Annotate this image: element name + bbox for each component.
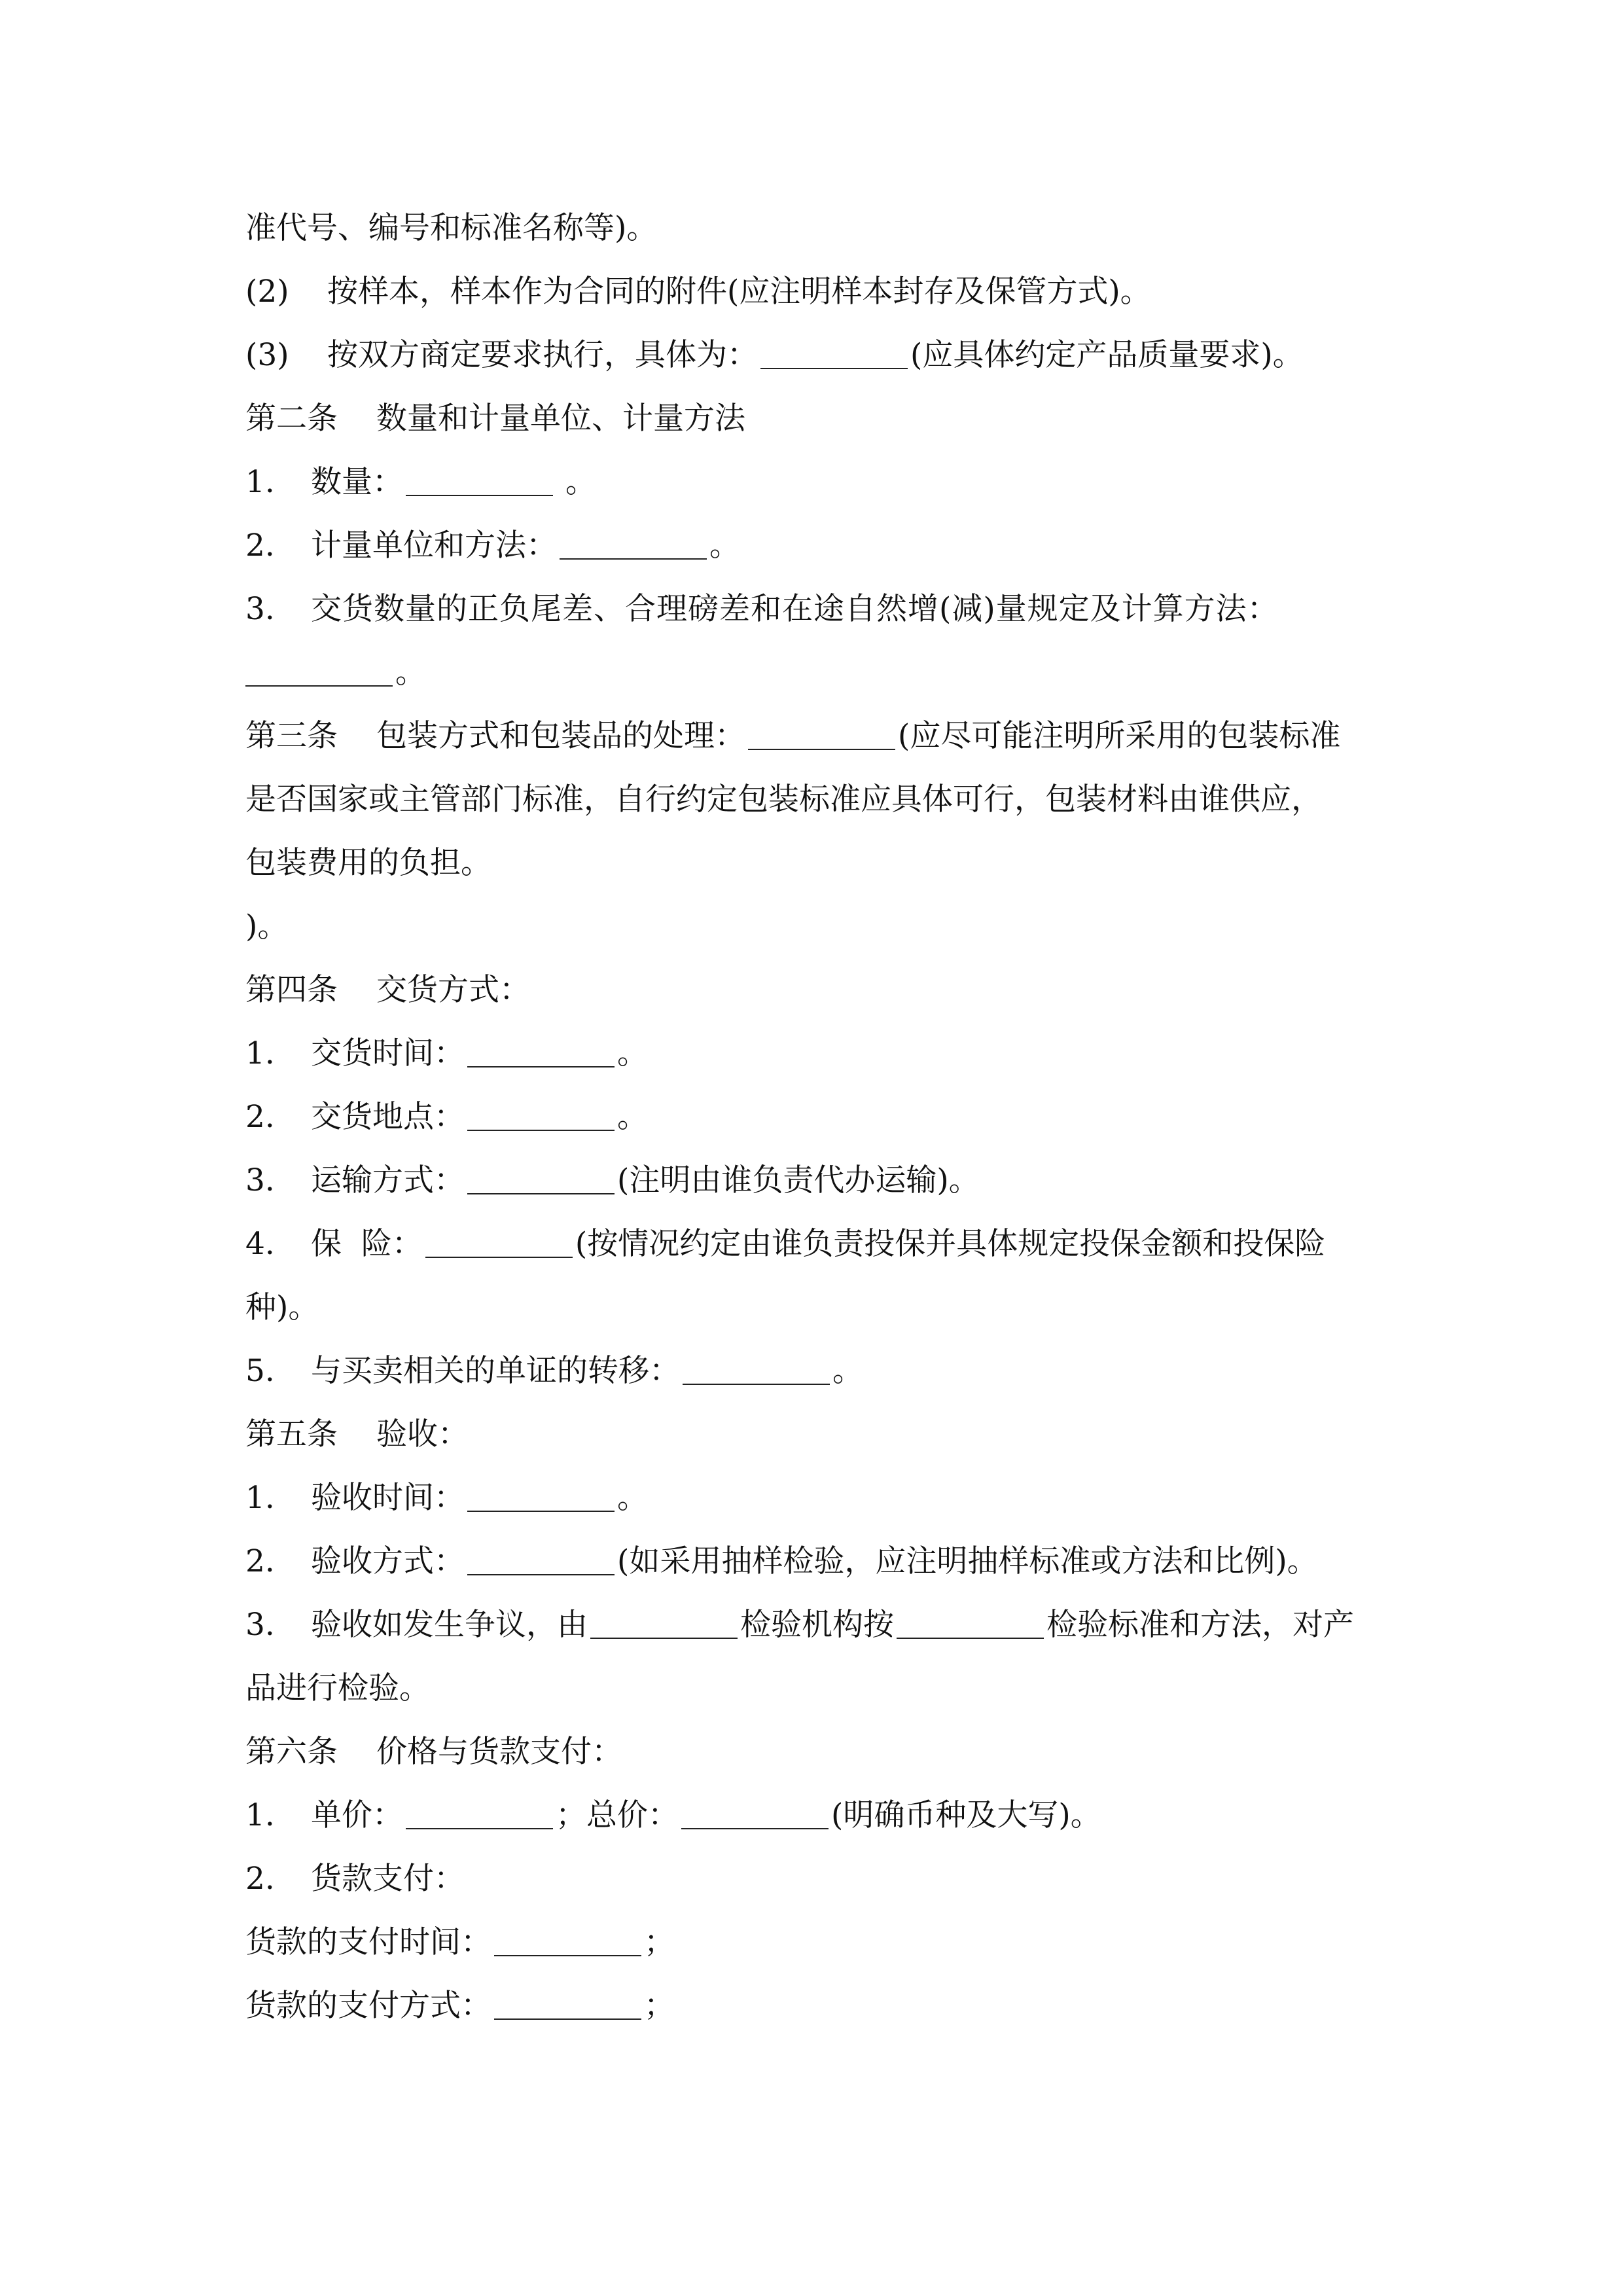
list-item xyxy=(245,1091,1400,1143)
item-text: 交货地点： xyxy=(311,1099,465,1135)
paragraph-line xyxy=(245,901,1400,953)
article-number: 第四条 xyxy=(245,972,338,1008)
item-text: 。 xyxy=(617,1480,648,1516)
item-text: 检验标准和方法，对产 xyxy=(1046,1607,1354,1643)
list-item xyxy=(245,583,1400,636)
list-item xyxy=(245,1853,1400,1905)
item-number: 4. xyxy=(245,1226,275,1262)
text: 准代号、编号和标准名称等)。 xyxy=(245,210,658,246)
fill-in-blank[interactable] xyxy=(590,1610,738,1639)
item-number: 3. xyxy=(245,1607,275,1643)
item-text: (应具体约定产品质量要求)。 xyxy=(910,337,1304,373)
fill-in-blank[interactable] xyxy=(760,340,908,369)
paragraph-line xyxy=(245,837,1400,889)
list-item xyxy=(245,1789,1400,1842)
item-text: (注明由谁负责代办运输)。 xyxy=(617,1162,980,1198)
list-item xyxy=(245,456,1400,509)
item-text: 。 xyxy=(395,655,426,691)
item-text: 。 xyxy=(556,464,596,500)
list-item xyxy=(245,1599,1400,1651)
item-number: 1. xyxy=(245,1797,275,1833)
text: 品进行检验。 xyxy=(245,1670,430,1706)
article-title: 交货方式： xyxy=(376,972,530,1008)
fill-in-blank[interactable] xyxy=(425,1229,573,1258)
list-item xyxy=(245,1535,1400,1588)
item-number: 1. xyxy=(245,464,275,500)
item-text: (如采用抽样检验，应注明抽样标准或方法和比例)。 xyxy=(617,1543,1318,1579)
paragraph-line xyxy=(245,1662,1400,1715)
item-number: 1. xyxy=(245,1480,275,1516)
item-text: 按样本，样本作为合同的附件(应注明样本封存及保管方式)。 xyxy=(327,274,1151,310)
list-item xyxy=(245,1916,1400,1969)
section-heading xyxy=(245,1408,1400,1461)
fill-in-blank[interactable] xyxy=(897,1610,1044,1639)
item-number: 2. xyxy=(245,1543,275,1579)
item-text: 计量单位和方法： xyxy=(311,528,557,564)
item-text: 货款的支付方式： xyxy=(245,1988,491,2024)
section-heading xyxy=(245,710,1400,762)
item-text: 与买卖相关的单证的转移： xyxy=(311,1353,680,1389)
text: 种)。 xyxy=(245,1289,319,1325)
item-text: 验收时间： xyxy=(311,1480,465,1516)
text: 是否国家或主管部门标准，自行约定包装标准应具体可行，包装材料由谁供应， xyxy=(245,781,1322,817)
item-text: 验收如发生争议，由 xyxy=(311,1607,588,1643)
item-text: (按情况约定由谁负责投保并具体规定投保金额和投保险 xyxy=(575,1226,1326,1262)
paragraph-line xyxy=(245,774,1400,826)
item-text: 运输方式： xyxy=(311,1162,465,1198)
item-text: (明确币种及大写)。 xyxy=(831,1797,1101,1833)
fill-in-blank[interactable] xyxy=(467,1102,615,1131)
paragraph-line xyxy=(245,202,1400,255)
paragraph-line xyxy=(245,1282,1400,1334)
section-heading xyxy=(245,1726,1400,1778)
item-number: 1. xyxy=(245,1035,275,1071)
list-item xyxy=(245,266,1400,318)
article-title: 数量和计量单位、计量方法 xyxy=(376,401,745,437)
fill-in-blank[interactable] xyxy=(560,531,707,560)
item-text: 检验机构按 xyxy=(740,1607,894,1643)
fill-in-blank[interactable] xyxy=(748,721,895,750)
item-text: 货款的支付时间： xyxy=(245,1924,491,1960)
list-item xyxy=(245,1980,1400,2032)
item-text: (应尽可能注明所采用的包装标准 xyxy=(898,718,1341,754)
item-text: 交货数量的正负尾差、合理磅差和在途自然增(减)量规定及计算方法： xyxy=(311,591,1279,627)
fill-in-blank[interactable] xyxy=(467,1039,615,1067)
item-text: 单价： xyxy=(311,1797,403,1833)
item-number: 2. xyxy=(245,1861,275,1897)
article-title: 包装方式和包装品的处理： xyxy=(376,718,745,754)
item-number: 5. xyxy=(245,1353,275,1389)
fill-in-blank[interactable] xyxy=(467,1166,615,1194)
fill-in-blank[interactable] xyxy=(681,1801,829,1829)
article-number: 第五条 xyxy=(245,1416,338,1452)
section-heading xyxy=(245,964,1400,1016)
article-number: 第二条 xyxy=(245,401,338,437)
item-text: 。 xyxy=(617,1035,648,1071)
item-text: 按双方商定要求执行，具体为： xyxy=(327,337,758,373)
article-title: 验收： xyxy=(376,1416,469,1452)
item-text: 。 xyxy=(617,1099,648,1135)
fill-in-blank[interactable] xyxy=(494,1928,641,1956)
list-item xyxy=(245,1028,1400,1080)
item-text: 货款支付： xyxy=(311,1861,465,1897)
article-number: 第三条 xyxy=(245,718,338,754)
text: )。 xyxy=(245,908,289,944)
item-text: 保 险： xyxy=(311,1226,423,1262)
fill-in-blank[interactable] xyxy=(494,1991,641,2020)
item-text: 交货时间： xyxy=(311,1035,465,1071)
item-text: 。 xyxy=(709,528,740,564)
section-heading xyxy=(245,393,1400,445)
list-item xyxy=(245,1155,1400,1207)
article-title: 价格与货款支付： xyxy=(376,1734,622,1770)
text: 包装费用的负担。 xyxy=(245,845,491,881)
fill-in-blank[interactable] xyxy=(245,658,393,687)
item-number: (3) xyxy=(245,337,289,373)
list-item xyxy=(245,329,1400,382)
fill-in-blank[interactable] xyxy=(406,1801,553,1829)
list-item-continuation xyxy=(245,647,1400,699)
item-number: 2. xyxy=(245,1099,275,1135)
item-text: 验收方式： xyxy=(311,1543,465,1579)
item-number: 3. xyxy=(245,1162,275,1198)
item-text: 数量： xyxy=(311,464,403,500)
fill-in-blank[interactable] xyxy=(467,1547,615,1575)
list-item xyxy=(245,1345,1400,1397)
fill-in-blank[interactable] xyxy=(467,1483,615,1512)
item-number: 3. xyxy=(245,591,275,627)
list-item xyxy=(245,520,1400,572)
fill-in-blank[interactable] xyxy=(683,1356,830,1385)
fill-in-blank[interactable] xyxy=(406,467,553,496)
article-number: 第六条 xyxy=(245,1734,338,1770)
item-number: 2. xyxy=(245,528,275,564)
list-item xyxy=(245,1218,1400,1270)
list-item xyxy=(245,1472,1400,1524)
item-text: ； xyxy=(644,1988,675,2024)
item-text: 。 xyxy=(832,1353,863,1389)
item-text: ；总价： xyxy=(556,1797,679,1833)
item-number: (2) xyxy=(245,274,289,310)
item-text: ； xyxy=(644,1924,675,1960)
